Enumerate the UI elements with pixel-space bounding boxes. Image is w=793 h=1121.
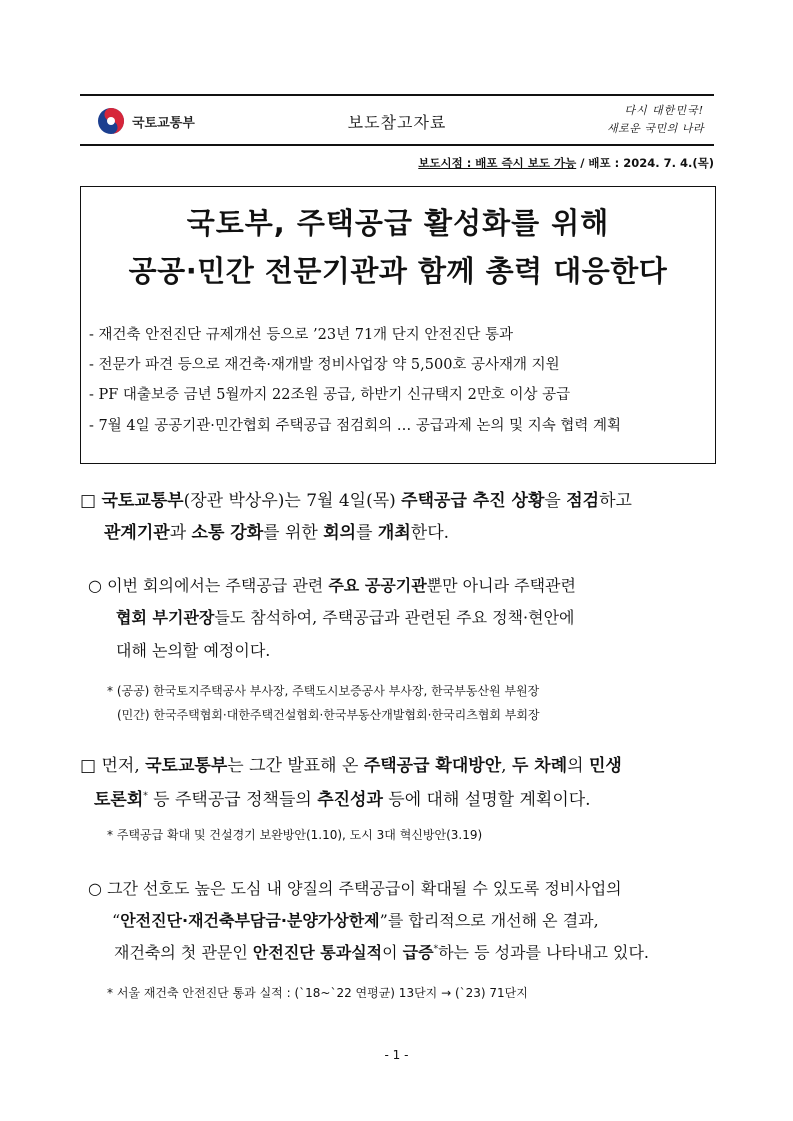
bold-text: 주택공급 추진 상황	[401, 491, 545, 511]
bold-text: 안전진단 통과실적	[252, 943, 383, 962]
bold-text: 회의	[323, 523, 357, 543]
paragraph-1-line1	[80, 486, 632, 511]
paragraph-3-line2	[94, 785, 591, 810]
doc-type-label: 보도참고자료	[347, 113, 447, 132]
bold-text: 급증	[402, 943, 434, 962]
body-text: 을	[544, 491, 567, 511]
body-text: “	[112, 911, 121, 930]
body-text: 를	[356, 523, 378, 543]
bold-text: 소통 강화	[191, 523, 264, 543]
document-header	[80, 94, 714, 146]
paragraph-4-line1	[88, 876, 622, 899]
release-separator: /	[576, 156, 589, 170]
footnote-3: * 서울 재건축 안전진단 통과 실적 : (`18~`22 연평균) 13단지 → (`23) 71단지	[107, 986, 528, 1000]
bold-text: 두 차례	[511, 756, 568, 776]
bold-text: 협회 부기관장	[116, 608, 215, 627]
slogan-line2: 새로운 국민의 나라	[606, 122, 704, 135]
circle-bullet: ○	[88, 879, 102, 898]
paragraph-3-line1	[80, 751, 622, 776]
subtitle-item: - PF 대출보증 금년 5월까지 22조원 공급, 하반기 신규택지 2만호 이상 공급	[89, 387, 571, 403]
bold-text: 주요 공공기관	[328, 576, 427, 595]
release-info	[80, 155, 714, 171]
body-text: 의	[567, 756, 589, 776]
body-text: 이	[382, 943, 403, 962]
embargo-text: 보도시점 : 배포 즉시 보도 가능	[418, 156, 577, 170]
body-text: 하는 등 성과를 나타내고 있다.	[438, 943, 649, 962]
paragraph-4-line3	[114, 940, 649, 963]
bold-text: 안전진단·재건축부담금·분양가상한제	[120, 911, 380, 930]
footnote-marker: *	[433, 944, 439, 955]
footnote-1-line2: (민간) 한국주택협회·대한주택건설협회·한국부동산개발협회·한국리츠협회 부회장	[117, 708, 540, 722]
bold-text: 민생	[588, 756, 622, 776]
bold-text: 주택공급 확대방안	[363, 756, 502, 776]
body-text: (장관 박상우)는 7월 4일(목)	[183, 491, 402, 511]
body-text: 한다.	[410, 523, 450, 543]
subtitle-item: - 7월 4일 공공기관·민간협회 주택공급 점검회의 … 공급과제 논의 및 지속 협력 계획	[89, 418, 621, 434]
footnote-marker: *	[143, 791, 148, 802]
square-bullet: □	[80, 491, 97, 511]
footnote-2: * 주택공급 확대 및 건설경기 보완방안(1.10), 도시 3대 혁신방안(3.19)	[107, 828, 483, 842]
square-bullet: □	[80, 756, 97, 776]
bold-text: 국토교통부	[145, 756, 228, 776]
slogan-line1: 다시 대한민국!	[624, 104, 704, 117]
paragraph-2-line1	[88, 573, 576, 596]
paragraph-2-line3	[116, 638, 270, 661]
body-text: 등 주택공급 정책들의	[147, 790, 318, 810]
distribution-date: 배포 : 2024. 7. 4.(목)	[588, 156, 714, 170]
body-text: 그간 선호도 높은 도심 내 양질의 주택공급이 확대될 수 있도록 정비사업의	[107, 879, 622, 898]
bold-text: 추진성과	[317, 790, 383, 810]
headline-line2: 공공·민간 전문기관과 함께 총력 대응한다	[128, 254, 668, 288]
body-text: 등에 대해 설명할 계획이다.	[382, 790, 591, 810]
slogan	[574, 102, 704, 138]
bold-text: 관계기관	[104, 523, 170, 543]
body-text: 먼저,	[101, 756, 146, 776]
circle-bullet: ○	[88, 576, 102, 595]
subtitle-item: - 재건축 안전진단 규제개선 등으로 ’23년 71개 단지 안전진단 통과	[89, 327, 514, 343]
page-number: - 1 -	[384, 1048, 409, 1062]
bold-text: 개최	[377, 523, 411, 543]
body-text: 재건축의 첫 관문인	[114, 943, 253, 962]
body-text: 는 그간 발표해 온	[227, 756, 364, 776]
body-text: 하고	[599, 491, 632, 511]
body-text: 들도 참석하여, 주택공급과 관련된 주요 정책·현안에	[214, 608, 575, 627]
paragraph-1-line2	[104, 518, 449, 543]
body-text: ”를 합리적으로 개선해 온 결과,	[379, 911, 599, 930]
body-text: 를 위한	[263, 523, 324, 543]
bold-text: 점검	[566, 491, 600, 511]
subtitle-item: - 전문가 파견 등으로 재건축·재개발 정비사업장 약 5,500호 공사재개 지원	[89, 357, 560, 373]
body-text: ,	[501, 756, 512, 776]
body-text: 이번 회의에서는 주택공급 관련	[107, 576, 329, 595]
headline-box	[80, 186, 716, 464]
body-text: 과	[169, 523, 192, 543]
bold-text: 국토교통부	[101, 491, 184, 511]
paragraph-2-line2	[116, 605, 575, 628]
body-text: 뿐만 아니라 주택관련	[426, 576, 576, 595]
org-name: 국토교통부	[132, 115, 195, 131]
bold-text: 토론회	[94, 790, 144, 810]
headline-line1: 국토부, 주택공급 활성화를 위해	[186, 206, 610, 240]
paragraph-4-line2	[112, 908, 599, 931]
footnote-1-line1: * (공공) 한국토지주택공사 부사장, 주택도시보증공사 부사장, 한국부동산원 부원장	[107, 684, 540, 698]
body-text: 대해 논의할 예정이다.	[116, 641, 271, 660]
